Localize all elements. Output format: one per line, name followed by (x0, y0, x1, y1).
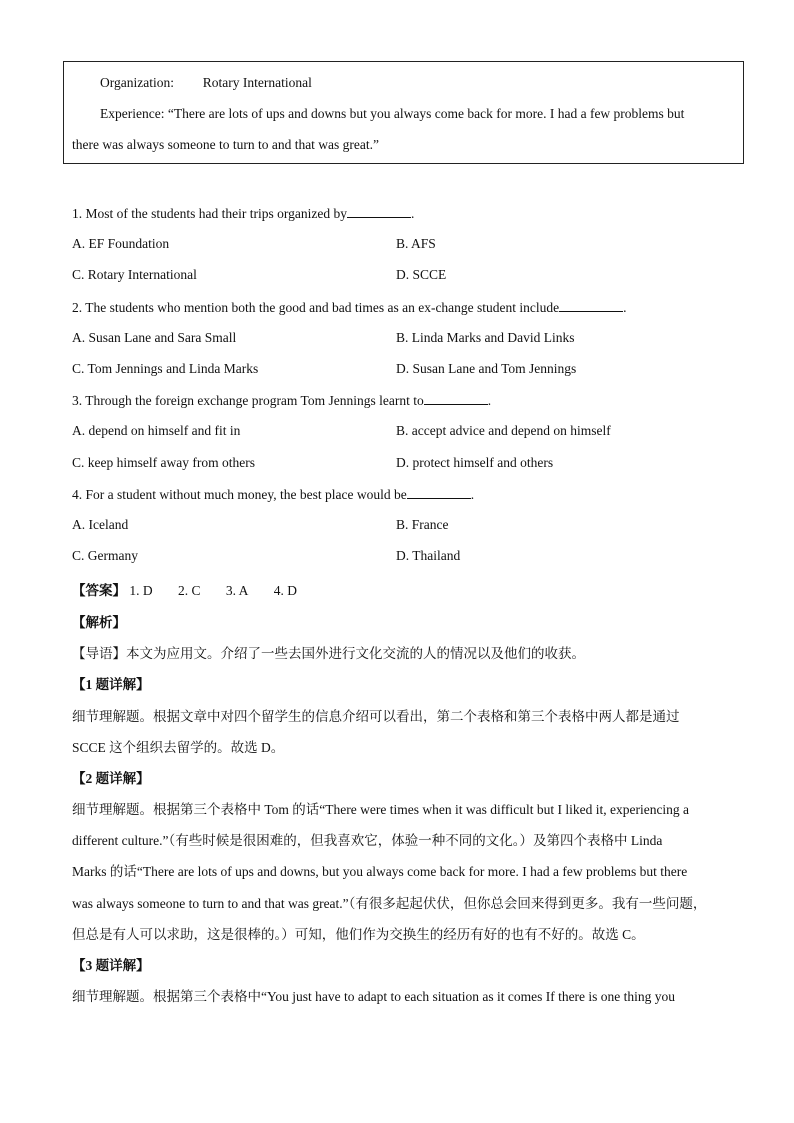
question-end: . (410, 206, 415, 221)
answer-item: 2. C (178, 583, 201, 598)
organization-row (100, 75, 312, 91)
question-2 (72, 299, 627, 316)
answer-label: 【答案】 (72, 583, 126, 598)
answer-line (72, 579, 319, 599)
question-stem: 2. The students who mention both the good and bad times as an ex-change student include (72, 300, 560, 315)
option-a: A. EF Foundation (72, 236, 170, 251)
question-stem: 1. Most of the students had their trips organized by (72, 206, 347, 221)
answer-blank (347, 205, 411, 218)
info-box (63, 61, 744, 164)
answer-item: 3. A (225, 583, 249, 598)
answer-blank (424, 392, 488, 405)
question-stem: 3. Through the foreign exchange program Tom Jennings learnt to (72, 393, 424, 408)
option-b: B. accept advice and depend on himself (396, 423, 611, 438)
question-4 (72, 486, 474, 503)
detail-1-line: SCCE 这个组织去留学的。故选 D。 (72, 740, 285, 755)
detail-1-line: 细节理解题。根据文章中对四个留学生的信息介绍可以看出，第二个表格和第三个表格中两人都是通过 (72, 709, 680, 724)
option-d: D. protect himself and others (396, 455, 554, 470)
detail-2-line: 但总是有人可以求助，这是很棒的。）可知，他们作为交换生的经历有好的也有不好的。故选 C。 (72, 927, 645, 942)
detail-2-line: was always someone to turn to and that was great.”（有很多起起伏伏，但你总会回来得到更多。我有一些问题， (72, 896, 707, 911)
question-end: . (470, 487, 475, 502)
detail-3-line: 细节理解题。根据第三个表格中“You just have to adapt to each situation as it comes If there is one thing you (72, 989, 676, 1004)
answer-item: 4. D (273, 583, 298, 598)
option-d: D. SCCE (396, 267, 447, 282)
option-a: A. depend on himself and fit in (72, 423, 241, 438)
option-c: C. Germany (72, 548, 138, 563)
option-c: C. Tom Jennings and Linda Marks (72, 361, 259, 376)
detail-2-line: different culture.”（有些时候是很困难的，但我喜欢它，体验一种不同的文化。）及第四个表格中 Linda (72, 833, 663, 848)
question-end: . (623, 300, 627, 315)
option-b: B. Linda Marks and David Links (396, 330, 575, 345)
question-1 (72, 205, 414, 222)
option-d: D. Susan Lane and Tom Jennings (396, 361, 577, 376)
option-d: D. Thailand (396, 548, 461, 563)
answer-blank (559, 299, 623, 312)
question-3 (72, 392, 491, 409)
option-a: A. Susan Lane and Sara Small (72, 330, 237, 345)
option-b: B. AFS (396, 236, 436, 251)
experience-line-1: Experience: “There are lots of ups and downs but you always come back for more. I had a few problems but (100, 106, 685, 121)
organization-value: Rotary International (202, 75, 312, 90)
detail-1-heading: 【1 题详解】 (72, 677, 150, 692)
option-c: C. Rotary International (72, 267, 197, 282)
organization-label: Organization: (100, 75, 174, 90)
question-end: . (487, 393, 492, 408)
answer-blank (407, 486, 471, 499)
detail-2-heading: 【2 题详解】 (72, 771, 150, 786)
detail-3-heading: 【3 题详解】 (72, 958, 150, 973)
question-stem: 4. For a student without much money, the best place would be (72, 487, 407, 502)
option-c: C. keep himself away from others (72, 455, 255, 470)
experience-line-2: there was always someone to turn to and that was great.” (72, 137, 380, 152)
option-a: A. Iceland (72, 517, 129, 532)
detail-2-line: Marks 的话“There are lots of ups and downs, but you always come back for more. I had a few problems but there (72, 864, 688, 879)
answer-item: 1. D (129, 583, 153, 598)
guide-text: 【导语】本文为应用文。介绍了一些去国外进行文化交流的人的情况以及他们的收获。 (72, 646, 585, 661)
detail-2-line: 细节理解题。根据第三个表格中 Tom 的话“There were times when it was difficult but I liked it, experiencing a (72, 802, 690, 817)
option-b: B. France (396, 517, 449, 532)
analysis-label: 【解析】 (72, 615, 126, 630)
